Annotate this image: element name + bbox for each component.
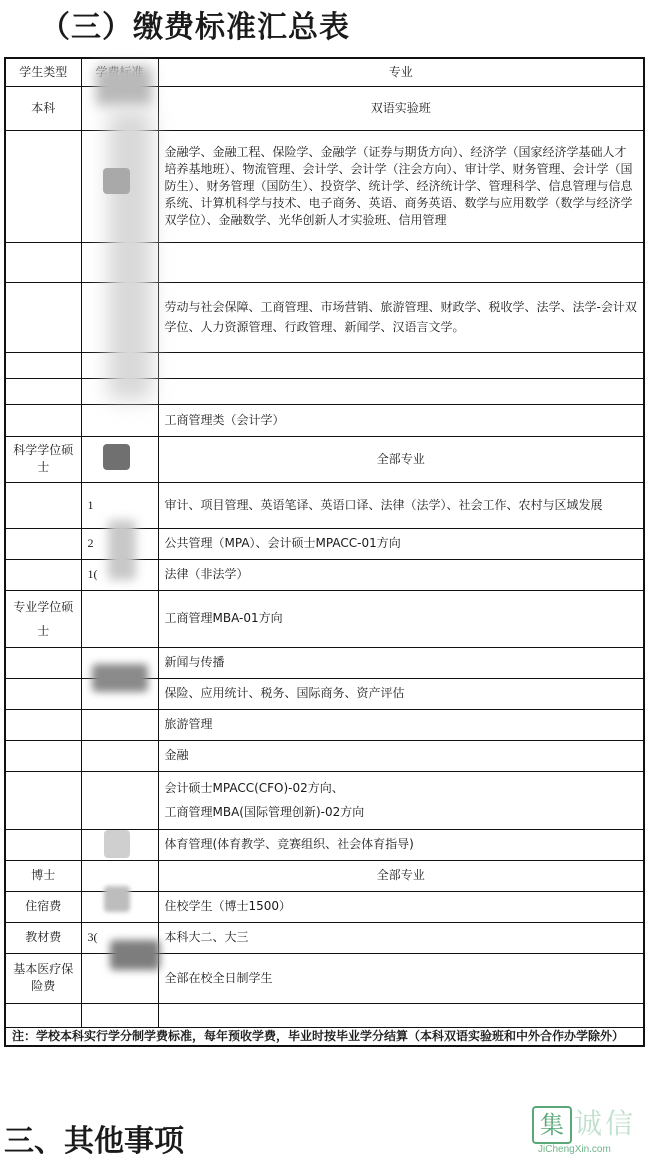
table-row [5,130,644,242]
table-row [5,860,644,891]
row-fee: 2 [81,528,158,559]
redaction-mark [103,168,130,194]
table-row [5,922,644,953]
row-major [158,378,644,404]
row-major [158,1003,644,1027]
table-row [5,559,644,590]
table-row [5,282,644,352]
row-fee: 3( [81,922,158,953]
row-major: 金融学、金融工程、保险学、金融学（证券与期货方向）、经济学（国家经济学基础人才培养基地班）、物流管理、会计学、会计学（注会方向）、审计学、财务管理、会计学（国防生）、财务管理（国防生）、投资学、统计学、经济统计学、管理科学、信息管理与信息系统、计算机科学与技术、电子商务、英语、商务英语、数学与应用数学（数学与经济学双学位）、金融数学、光华创新人才实验班、信用管理 [158,130,644,242]
row-type: 基本医疗保险费 [5,953,81,1003]
row-fee [81,771,158,829]
table-row [5,771,644,829]
row-major: 新闻与传播 [158,647,644,678]
row-type [5,771,81,829]
table-row [5,953,644,1003]
row-major [158,352,644,378]
row-major: 公共管理（MPA）、会计硕士MPACC-01方向 [158,528,644,559]
row-type [5,378,81,404]
row-type: 博士 [5,860,81,891]
redaction-mark [110,940,160,970]
row-type: 住宿费 [5,891,81,922]
redaction-mark [92,664,148,692]
table-row [5,740,644,771]
table-row [5,590,644,647]
redaction-mark [96,66,152,106]
row-type [5,678,81,709]
table-row [5,829,644,860]
header-student-type: 学生类型 [5,58,81,86]
row-type [5,647,81,678]
table-row [5,352,644,378]
row-type [5,482,81,528]
row-type [5,404,81,436]
row-fee [81,1003,158,1027]
watermark-logo [532,1106,650,1156]
table-row [5,1003,644,1027]
row-major: 劳动与社会保障、工商管理、市场营销、旅游管理、财政学、税收学、法学、法学-会计双学位、人力资源管理、行政管理、新闻学、汉语言文学。 [158,282,644,352]
table-row [5,378,644,404]
watermark-text: 诚信 [574,1107,637,1140]
table-row [5,242,644,282]
row-major: 审计、项目管理、英语笔译、英语口译、法律（法学）、社会工作、农村与区域发展 [158,482,644,528]
row-major: 金融 [158,740,644,771]
row-type [5,1003,81,1027]
row-major: 体育管理(体育教学、竞赛组织、社会体育指导) [158,829,644,860]
row-fee [81,404,158,436]
row-fee [81,740,158,771]
row-major: 住校学生（博士1500） [158,891,644,922]
row-major: 全部专业 [158,860,644,891]
row-type [5,709,81,740]
row-type: 本科 [5,86,81,130]
redaction-mark [108,520,136,580]
redaction-mark [108,110,152,400]
row-type [5,282,81,352]
section-heading: 三、其他事项 [4,1124,184,1159]
row-major: 工商管理MBA-01方向 [158,590,644,647]
row-type: 专业学位硕士 [5,590,81,647]
watermark-url: JiChengXin.com [538,1144,611,1155]
redaction-mark [104,886,130,912]
fee-standard-table [4,57,645,1047]
row-type: 教材费 [5,922,81,953]
table-row [5,436,644,482]
row-fee [81,590,158,647]
row-major: 会计硕士MPACC(CFO)-02方向、 工商管理MBA(国际管理创新)-02方向 [158,771,644,829]
row-major: 双语实验班 [158,86,644,130]
table-row [5,891,644,922]
row-fee: 1 [81,482,158,528]
row-major: 旅游管理 [158,709,644,740]
row-type [5,352,81,378]
row-type: 科学学位硕士 [5,436,81,482]
header-major: 专业 [158,58,644,86]
table-row [5,528,644,559]
row-type [5,559,81,590]
row-major: 全部在校全日制学生 [158,953,644,1003]
row-type [5,242,81,282]
row-major: 本科大二、大三 [158,922,644,953]
row-type [5,528,81,559]
table-row [5,404,644,436]
note-row [5,1027,644,1046]
row-type [5,740,81,771]
row-type [5,130,81,242]
table-row [5,482,644,528]
row-fee: 1( [81,559,158,590]
page-title: （三）缴费标准汇总表 [40,10,350,45]
row-major: 保险、应用统计、税务、国际商务、资产评估 [158,678,644,709]
row-major: 工商管理类（会计学） [158,404,644,436]
table-note: 注：学校本科实行学分制学费标准，每年预收学费，毕业时按毕业学分结算（本科双语实验班和中外合作办学除外） [5,1027,644,1046]
redaction-mark [103,444,130,470]
table-row [5,709,644,740]
row-type [5,829,81,860]
row-major [158,242,644,282]
row-fee [81,709,158,740]
watermark-mark: 集 [532,1106,572,1144]
redaction-mark [104,830,130,858]
row-major: 全部专业 [158,436,644,482]
row-major: 法律（非法学） [158,559,644,590]
